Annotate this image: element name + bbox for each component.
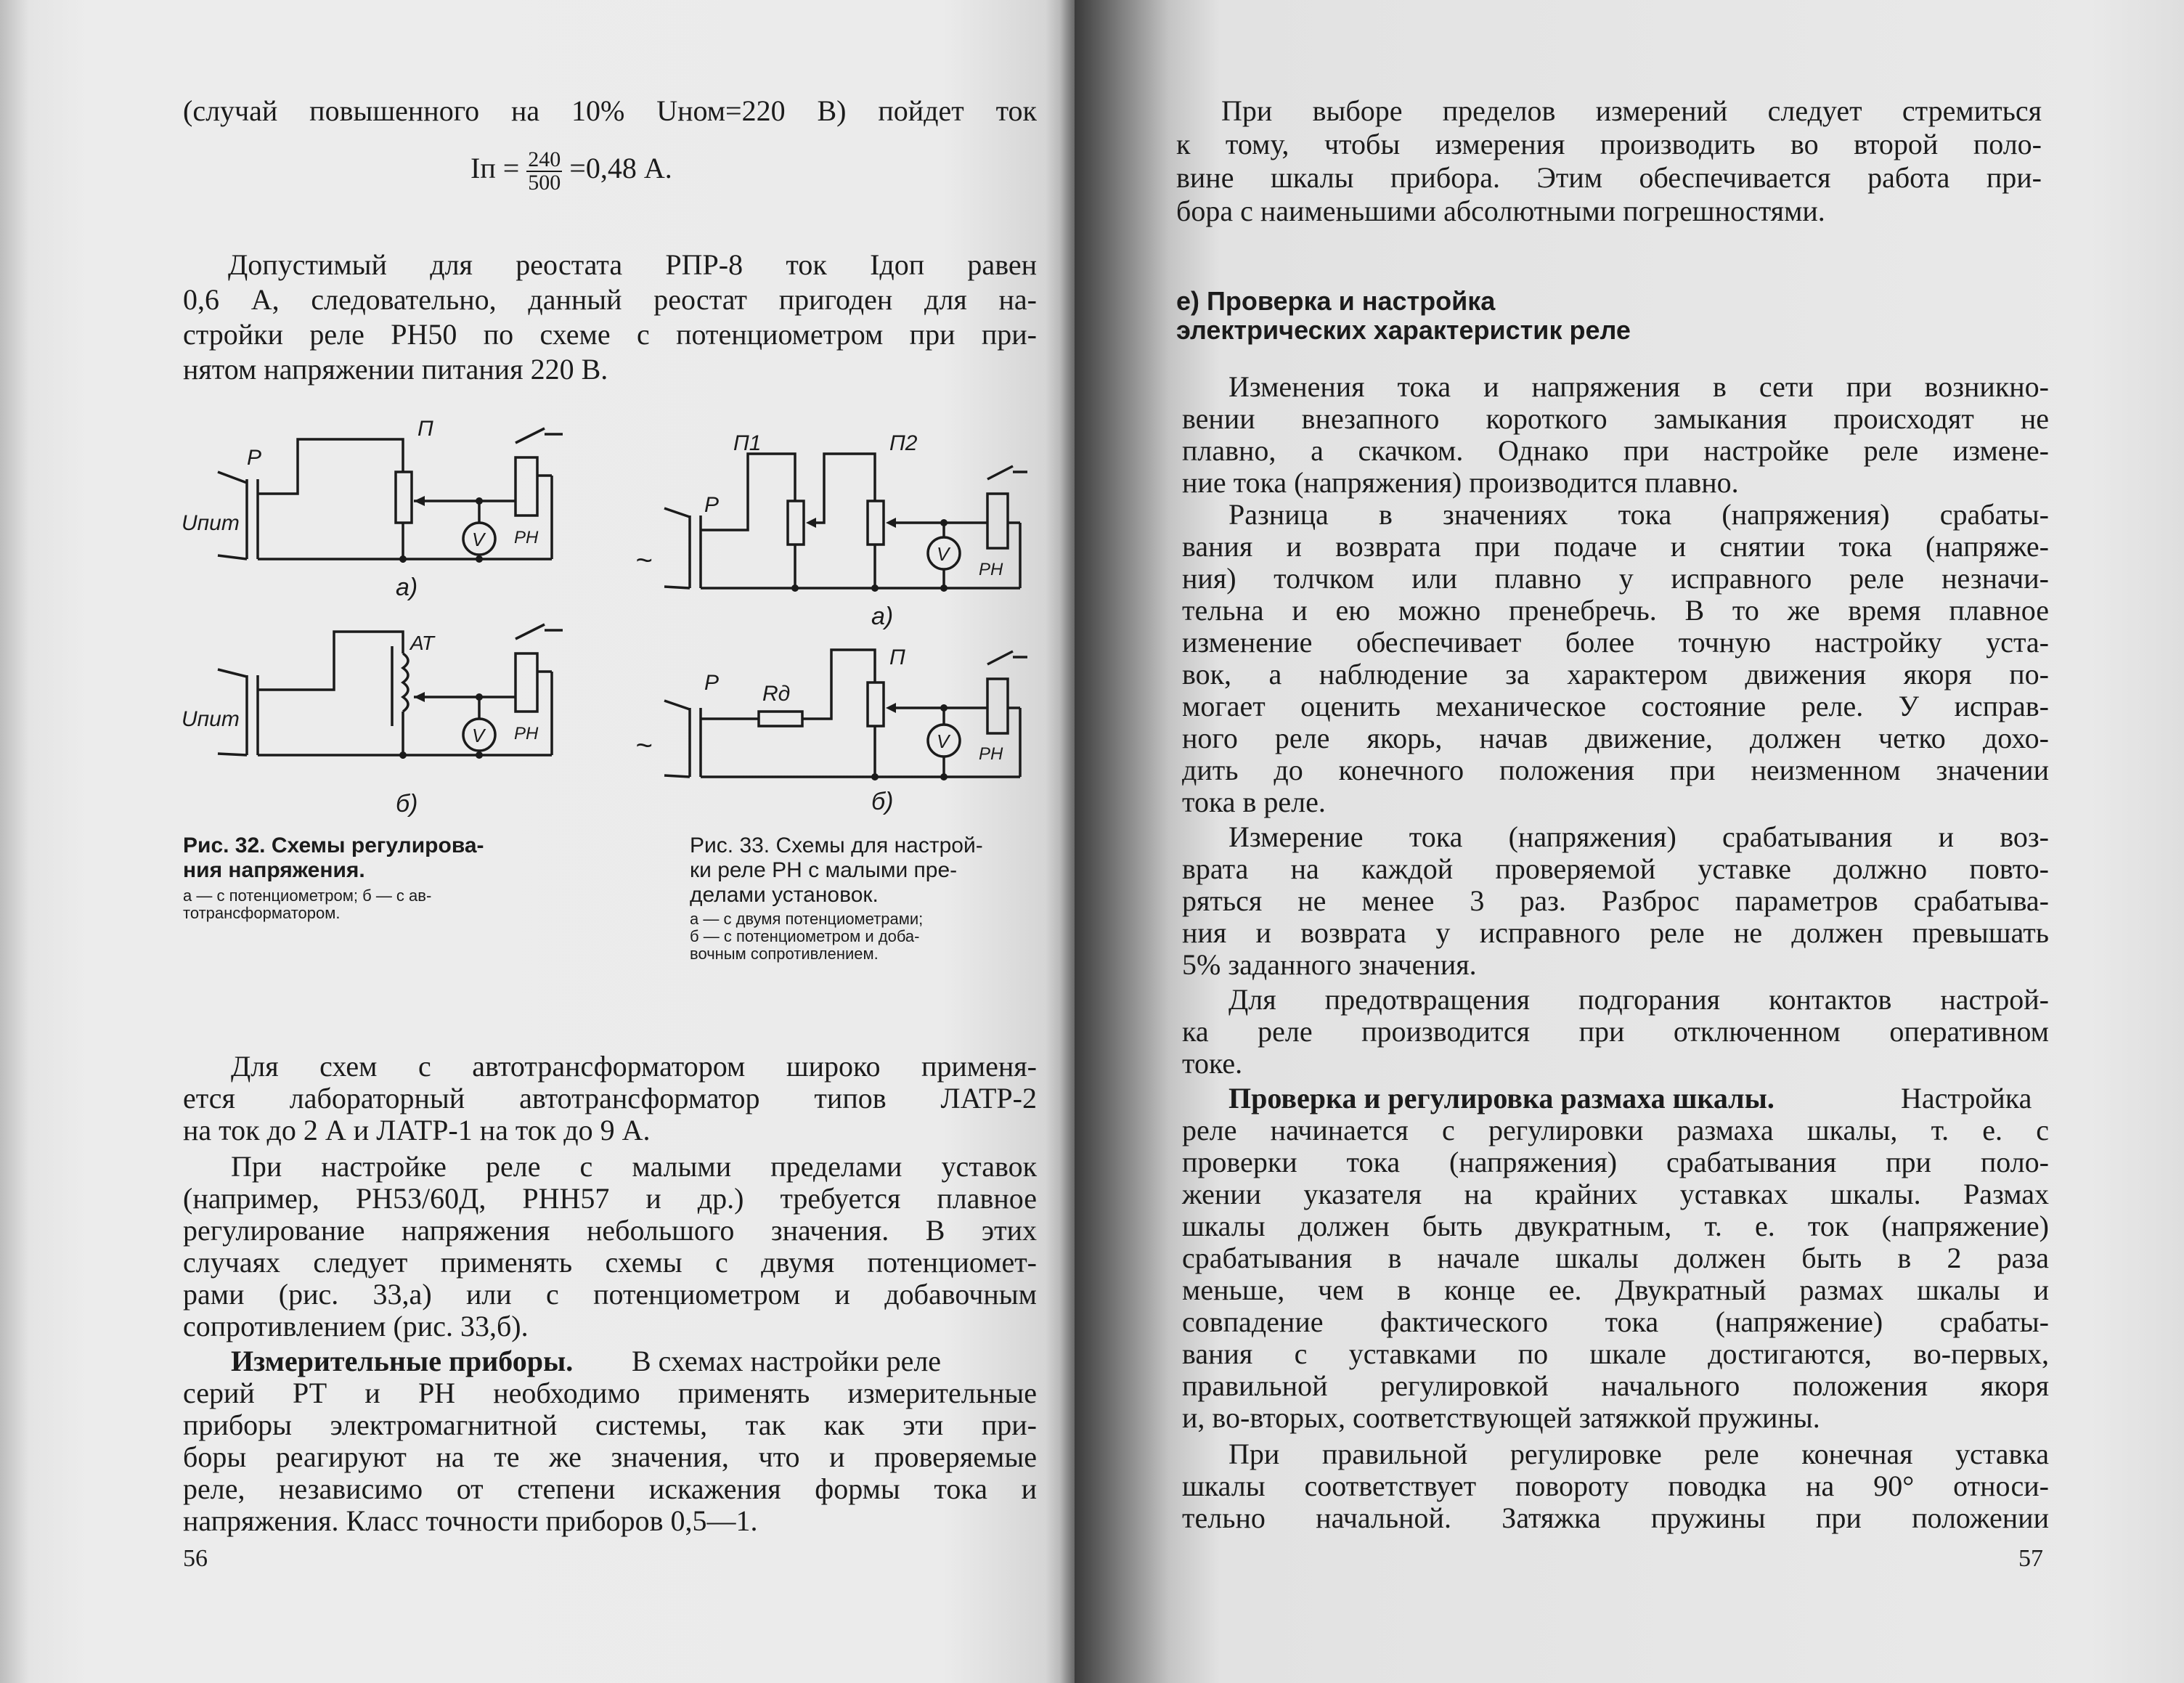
fig33-label-v: V [937, 730, 950, 752]
right-para2-line: вении внезапного короткого замыкания происходят не [1182, 402, 2049, 435]
junction-dot [399, 751, 407, 759]
left-para4-line: приборы электромагнитной системы, так как эти при- [183, 1409, 1037, 1441]
fig33-label-p: Р [704, 671, 720, 695]
left-para1-line: стройки реле РН50 по схеме с потенциометром при при- [183, 318, 1037, 351]
junction-dot [940, 773, 948, 781]
fig33-label-b: б) [871, 788, 894, 815]
fig33-label-tilde: ~ [635, 730, 653, 762]
slider-arrow [414, 496, 425, 506]
fig33-caption-title: делами установок. [690, 883, 879, 907]
fig32-label-at: АТ [410, 632, 434, 654]
slider-arrow [886, 518, 896, 528]
fig32-label-rn: РН [514, 724, 539, 743]
right-para2-line: ние тока (напряжения) производится плавно. [1182, 466, 1739, 499]
junction-dot [940, 519, 948, 526]
junction-dot [476, 555, 483, 563]
fig33-label-p: Р [704, 493, 720, 517]
right-para3-line: тельна и ею можно пренебречь. В то же время плавное [1182, 594, 2049, 627]
right-para5-line: Для предотвращения подгорания контактов настрой- [1228, 983, 2049, 1016]
junction-dot [476, 751, 483, 759]
junction-dot [791, 584, 799, 592]
fig33-label-rd: Rд [762, 682, 791, 706]
right-para7-line: При правильной регулировке реле конечная уставка [1228, 1438, 2049, 1470]
right-para1-line: При выборе пределов измерений следует стремиться [1221, 94, 2042, 127]
fig33-label-rn: РН [979, 560, 1003, 579]
formula-rhs: =0,48 А. [569, 152, 672, 185]
right-para2-line: Изменения тока и напряжения в сети при возникно- [1228, 370, 2049, 403]
left-page [0, 0, 1075, 1683]
right-para3-line: вания и возврата при подаче и снятии тока (напряже- [1182, 530, 2049, 563]
fig33-label-p2: П2 [889, 431, 918, 455]
formula-denominator: 500 [528, 171, 561, 195]
left-para3-line: рами (рис. 33,а) или с потенциометром и добавочным [183, 1278, 1037, 1311]
right-para4-line: ряться не менее 3 раз. Разброс параметров срабатыва- [1182, 884, 2049, 917]
fig33-label-p1: П1 [733, 431, 762, 455]
fig33-caption-title: Рис. 33. Схемы для настрой- [690, 834, 983, 857]
fig32-caption-title: ния напряжения. [183, 858, 365, 882]
right-para6-line: жении указателя на крайних уставках шкалы. Размах [1182, 1178, 2049, 1210]
junction-dot [940, 704, 948, 712]
right-para5-line: токе. [1182, 1047, 1243, 1080]
fig32-label-rn: РН [514, 528, 539, 547]
right-para1-line: к тому, чтобы измерения производить во второй поло- [1176, 128, 2042, 160]
left-para3-line: регулирование напряжения небольшого значения. В этих [183, 1214, 1037, 1247]
left-para4-line: боры реагируют на те же значения, что и проверяемые [183, 1440, 1037, 1473]
right-para6-line: Настройка [1901, 1082, 2032, 1114]
junction-dot [871, 773, 879, 781]
left-para3-line: (например, РН53/60Д, РНН57 и др.) требуется плавное [183, 1182, 1037, 1215]
right-para6-line: совпадение фактического тока (напряжение) срабаты- [1182, 1305, 2049, 1338]
right-para3-line: вок, а наблюдение за характером движения якоря по- [1182, 658, 2049, 690]
right-para7-line: шкалы соответствует повороту поводка на 90° относи- [1182, 1470, 2049, 1502]
fig33-label-pot: П [889, 645, 905, 669]
junction-dot [940, 584, 948, 592]
fig33-caption-note: а — с двумя потенциометрами; [690, 910, 924, 928]
figure-33-diagram [624, 421, 1031, 828]
left-para4-line: напряжения. Класс точности приборов 0,5—1. [183, 1504, 758, 1537]
left-para2-line: ется лабораторный автотрансформатор типов ЛАТР-2 [183, 1082, 1037, 1114]
fig32-label-pot: П [417, 417, 433, 441]
slider-arrow [886, 703, 896, 713]
fig33-caption-title: ки реле РН с малыми пре- [690, 858, 958, 882]
right-para5-line: ка реле производится при отключенном оперативном [1182, 1015, 2049, 1048]
right-para3-line: тока в реле. [1182, 786, 1326, 818]
fig32-label-a: а) [396, 574, 418, 601]
left-para3-line: сопротивлением (рис. 33,б). [183, 1310, 529, 1342]
fig32-label-u: Uпит [182, 511, 240, 535]
fig32-label-b: б) [396, 790, 418, 818]
left-para4-line: серий РТ и РН необходимо применять измерительные [183, 1377, 1037, 1409]
fig33-label-tilde: ~ [635, 545, 653, 576]
left-para1-line: 0,6 А, следовательно, данный реостат пригоден для на- [183, 283, 1037, 316]
right-para7-line: тельно начальной. Затяжка пружины при положении [1182, 1501, 2049, 1534]
section-heading: электрических характеристик реле [1176, 315, 1631, 345]
junction-dot [476, 693, 483, 701]
fig32-label-p: Р [247, 446, 262, 470]
section-heading: е) Проверка и настройка [1176, 286, 1496, 316]
right-para6-line: меньше, чем в конце ее. Двукратный размах шкалы и [1182, 1274, 2049, 1306]
left-para1-line: Допустимый для реостата РПР-8 ток Iдоп равен [228, 248, 1037, 281]
right-para4-line: 5% заданного значения. [1182, 948, 1477, 981]
right-para3-line: изменение обеспечивает более точную настройку уста- [1182, 626, 2049, 659]
slider-arrow [414, 692, 425, 702]
right-para4-line: Измерение тока (напряжения) срабатывания и воз- [1228, 820, 2049, 853]
fig32-label-v: V [472, 725, 485, 746]
left-para2-line: Для схем с автотрансформатором широко применя- [231, 1050, 1037, 1083]
fig32-caption-title: Рис. 32. Схемы регулирова- [183, 834, 484, 857]
left-para4-line: В схемах настройки реле [632, 1345, 942, 1377]
fig32-label-u: Uпит [182, 707, 240, 731]
figure-32-diagram [174, 414, 581, 828]
page-number-left: 56 [183, 1545, 208, 1572]
current-formula [470, 149, 672, 194]
right-para6-heading: Проверка и регулировка размаха шкалы. [1228, 1082, 1774, 1114]
right-para6-line: шкалы должен быть двукратным, т. е. ток (напряжение) [1182, 1210, 2049, 1242]
right-para6-line: срабатывания в начале шкалы должен быть в 2 раза [1182, 1242, 2049, 1274]
right-para3-line: Разница в значениях тока (напряжения) срабаты- [1228, 498, 2049, 531]
right-para4-line: врата на каждой проверяемой уставке должно повто- [1182, 852, 2049, 885]
right-para3-line: могает оценить механическое состояние реле. У исправ- [1182, 690, 2049, 722]
slider-arrow [806, 518, 816, 528]
right-page [1075, 0, 2184, 1683]
right-para3-line: ния) толчком или плавно у исправного реле незначи- [1182, 562, 2049, 595]
formula-numerator: 240 [528, 147, 561, 171]
right-para4-line: ния и возврата у исправного реле не должен превышать [1182, 916, 2049, 949]
right-para6-line: вания с уставками по шкале достигаются, во-первых, [1182, 1337, 2049, 1370]
junction-dot [476, 497, 483, 505]
formula-lhs: Iп = [470, 152, 520, 185]
fig33-caption-note: вочным сопротивлением. [690, 945, 879, 963]
right-para3-line: ного реле якорь, начав движение, должен четко дохо- [1182, 722, 2049, 754]
left-para4-line: реле, независимо от степени искажения формы тока и [183, 1472, 1037, 1505]
fig33-label-rn: РН [979, 744, 1003, 764]
left-para3-line: При настройке реле с малыми пределами уставок [231, 1150, 1037, 1183]
left-para1-line: нятом напряжении питания 220 В. [183, 353, 608, 386]
formula-fraction [526, 149, 562, 194]
right-para1-line: вине шкалы прибора. Этим обеспечивается работа при- [1176, 161, 2042, 194]
right-para3-line: дить до конечного положения при неизменном значении [1182, 754, 2049, 786]
left-para4-heading: Измерительные приборы. [231, 1345, 574, 1377]
junction-dot [399, 555, 407, 563]
fig32-label-v: V [472, 529, 485, 550]
page-number-right: 57 [2018, 1545, 2043, 1572]
fig33-label-v: V [937, 543, 950, 565]
left-para2-line: на ток до 2 А и ЛАТР-1 на ток до 9 А. [183, 1114, 651, 1146]
right-para6-line: и, во-вторых, соответствующей затяжкой пружины. [1182, 1401, 1820, 1434]
fig33-caption-note: б — с потенциометром и доба- [690, 927, 920, 945]
fig32-caption-note: тотрансформатором. [183, 904, 341, 922]
right-para6-line: реле начинается с регулировки размаха шкалы, т. е. с [1182, 1114, 2049, 1146]
left-top-line: (случай повышенного на 10% Uном=220 В) пойдет ток [183, 94, 1037, 127]
right-para6-line: проверки тока (напряжения) срабатывания при поло- [1182, 1146, 2049, 1178]
right-para6-line: правильной регулировкой начального положения якоря [1182, 1369, 2049, 1402]
left-para3-line: случаях следует применять схемы с двумя потенциомет- [183, 1246, 1037, 1279]
fig33-label-a: а) [871, 603, 894, 630]
right-para1-line: бора с наименьшими абсолютными погрешностями. [1176, 195, 1825, 227]
junction-dot [871, 584, 879, 592]
right-para2-line: плавно, а скачком. Однако при настройке реле измене- [1182, 434, 2049, 467]
fig32-caption-note: а — с потенциометром; б — с ав- [183, 887, 432, 905]
